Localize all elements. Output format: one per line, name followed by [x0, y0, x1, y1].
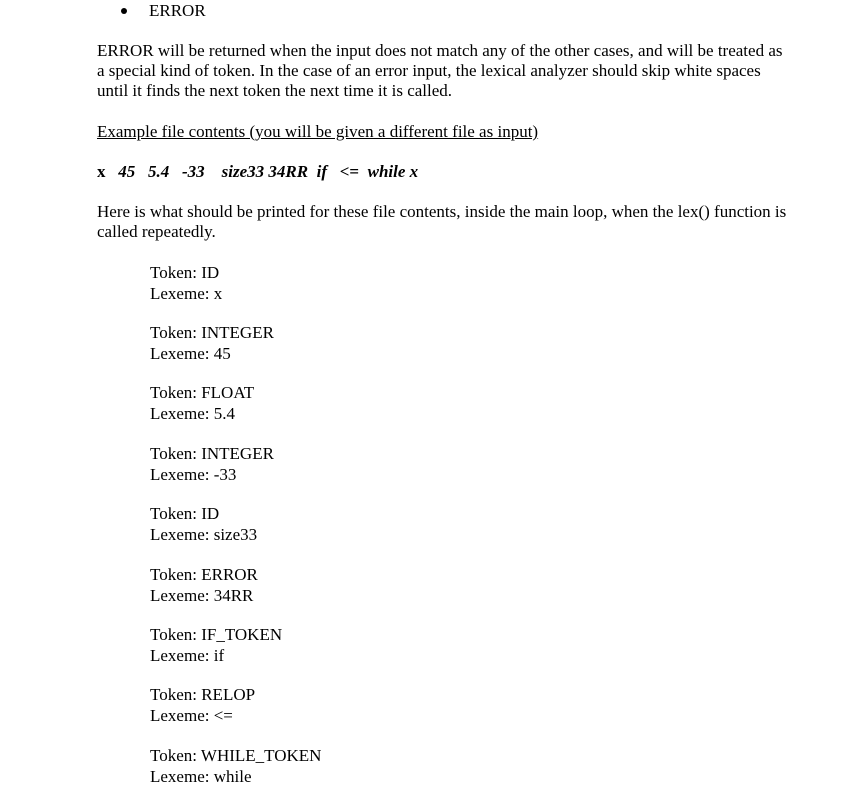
token-output-entry [150, 263, 222, 304]
token-output-entry [150, 565, 258, 606]
token-line: Token: FLOAT [150, 383, 255, 402]
example-token: 5.4 [148, 162, 170, 181]
example-token: 45 [118, 162, 136, 181]
token-line: Token: ID [150, 263, 220, 282]
bullet-label: ERROR [149, 1, 206, 20]
token-line: Token: ERROR [150, 565, 258, 584]
bullet-dot-icon [121, 8, 127, 14]
example-heading: Example file contents (you will be given a different file as input) [97, 122, 539, 141]
example-token: -33 [182, 162, 205, 181]
lexeme-line: Lexeme: 5.4 [150, 403, 235, 423]
lexeme-line: Lexeme: while [150, 766, 252, 786]
token-line: Token: INTEGER [150, 444, 274, 463]
example-token: x [409, 162, 419, 181]
token-line: Token: RELOP [150, 685, 256, 704]
print-description-paragraph: Here is what should be printed for these file contents, inside the main loop, when the lex() function is called repeatedly. [97, 202, 787, 241]
lexeme-line: Lexeme: 34RR [150, 585, 254, 605]
example-file-contents [97, 162, 418, 182]
example-token: <= [339, 162, 360, 181]
token-output-entry [150, 444, 274, 485]
token-output-entry [150, 383, 254, 424]
example-token: 34RR [268, 162, 309, 181]
lexeme-line: Lexeme: <= [150, 705, 233, 725]
example-token: if [316, 162, 327, 181]
lexeme-line: Lexeme: 45 [150, 343, 231, 363]
token-output-entry [150, 625, 282, 666]
lexeme-line: Lexeme: size33 [150, 524, 258, 544]
token-output-entry [150, 504, 257, 545]
example-token: while [367, 162, 406, 181]
token-line: Token: WHILE_TOKEN [150, 746, 322, 765]
lexeme-line: Lexeme: if [150, 645, 225, 665]
token-output-entry [150, 746, 321, 787]
example-token: size33 [221, 162, 265, 181]
example-token: x [97, 162, 106, 181]
lexeme-line: Lexeme: x [150, 283, 223, 303]
token-line: Token: IF_TOKEN [150, 625, 283, 644]
error-description-paragraph: ERROR will be returned when the input does not match any of the other cases, and will be treated as a special kind of token. In the case of an error input, the lexical analyzer should skip white spaces until it finds the next token the next time it is called. [97, 41, 783, 100]
token-line: Token: ID [150, 504, 220, 523]
lexeme-line: Lexeme: -33 [150, 464, 237, 484]
bullet-item-error [121, 0, 206, 22]
token-line: Token: INTEGER [150, 323, 274, 342]
token-output-entry [150, 685, 255, 726]
token-output-entry [150, 323, 274, 364]
